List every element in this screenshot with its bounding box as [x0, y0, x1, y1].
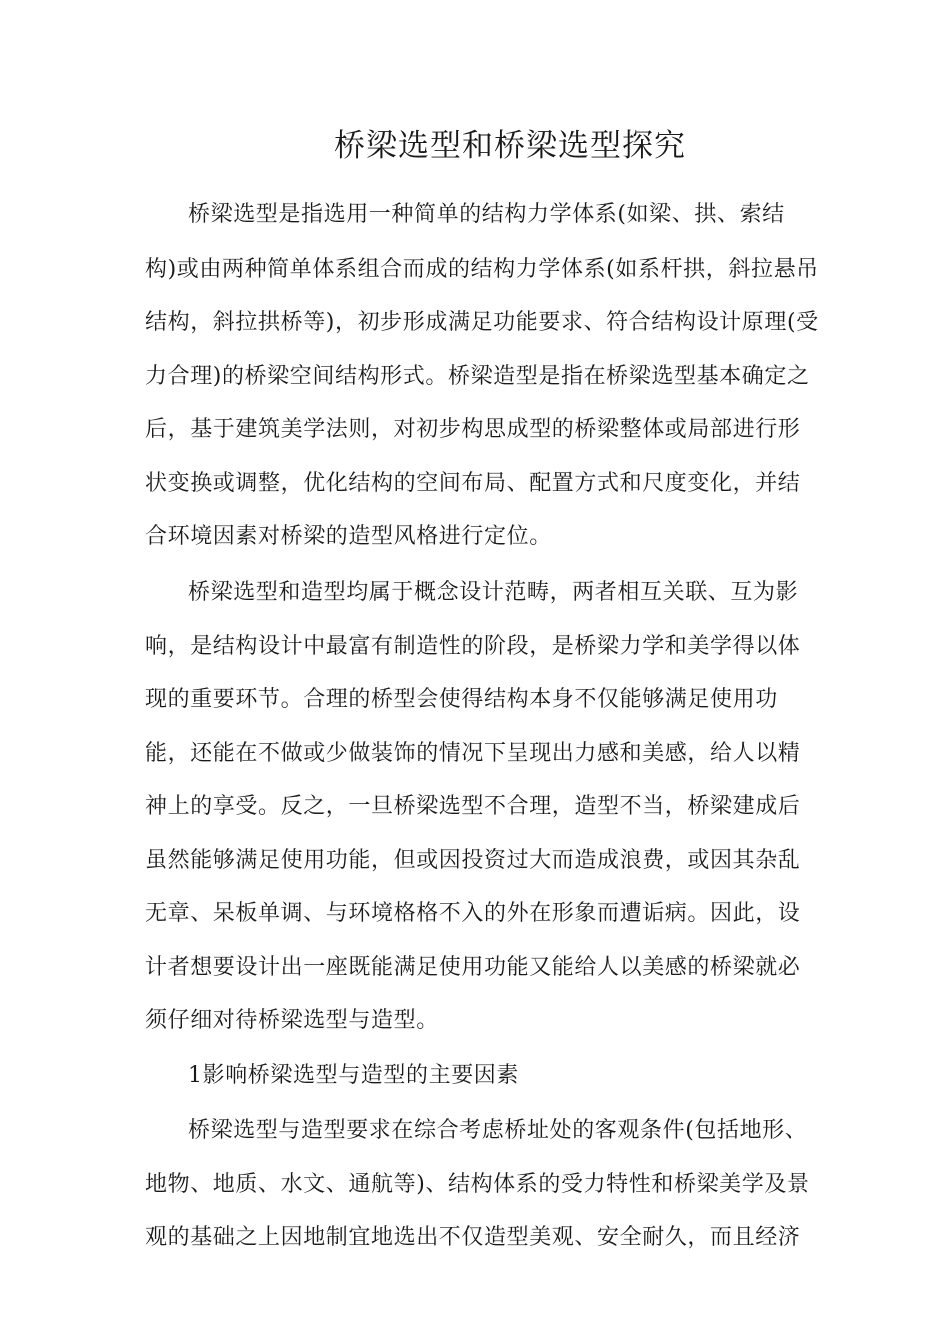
paragraph-2-line-4: 能，还能在不做或少做装饰的情况下呈现出力感和美感，给人以精: [145, 741, 801, 766]
paragraph-2-line-6: 虽然能够满足使用功能，但或因投资过大而造成浪费，或因其杂乱: [145, 848, 801, 873]
paragraph-2-line-5: 神上的享受。反之，一旦桥梁选型不合理，造型不当，桥梁建成后: [145, 794, 801, 819]
paragraph-1-line-6: 状变换或调整，优化结构的空间布局、配置方式和尺度变化，并结: [145, 471, 801, 496]
paragraph-1-line-2: 构)或由两种简单体系组合而成的结构力学体系(如系杆拱，斜拉悬吊: [145, 257, 819, 282]
paragraph-2-line-9: 须仔细对待桥梁选型与造型。: [145, 1008, 439, 1033]
paragraph-1-line-3: 结构，斜拉拱桥等)，初步形成满足功能要求、符合结构设计原理(受: [145, 310, 819, 335]
paragraph-2-line-7: 无章、呆板单调、与环境格格不入的外在形象而遭诟病。因此，设: [145, 901, 801, 926]
paragraph-1-line-5: 后，基于建筑美学法则，对初步构思成型的桥梁整体或局部进行形: [145, 417, 801, 442]
paragraph-2-line-8: 计者想要设计出一座既能满足使用功能又能给人以美感的桥梁就必: [145, 955, 801, 980]
paragraph-3-line-3: 观的基础之上因地制宜地选出不仅造型美观、安全耐久，而且经济: [145, 1225, 801, 1250]
paragraph-3-line-1: 桥梁选型与造型要求在综合考虑桥址处的客观条件(包括地形、: [188, 1118, 808, 1143]
paragraph-1-line-4: 力合理)的桥梁空间结构形式。桥梁造型是指在桥梁选型基本确定之: [145, 364, 810, 389]
section-heading: 1影响桥梁选型与造型的主要因素: [188, 1063, 519, 1088]
paragraph-2-line-2: 响，是结构设计中最富有制造性的阶段，是桥梁力学和美学得以体: [145, 634, 801, 659]
paragraph-2-line-1: 桥梁选型和造型均属于概念设计范畴，两者相互关联、互为影: [188, 580, 799, 605]
paragraph-1-line-1: 桥梁选型是指选用一种简单的结构力学体系(如梁、拱、索结: [188, 202, 785, 227]
document-title: 桥梁选型和桥梁选型探究: [334, 128, 686, 164]
paragraph-1-line-7: 合环境因素对桥梁的造型风格进行定位。: [145, 524, 552, 549]
paragraph-2-line-3: 现的重要环节。合理的桥型会使得结构本身不仅能够满足使用功: [145, 687, 778, 712]
paragraph-3-line-2: 地物、地质、水文、通航等)、结构体系的受力特性和桥梁美学及景: [145, 1172, 810, 1197]
